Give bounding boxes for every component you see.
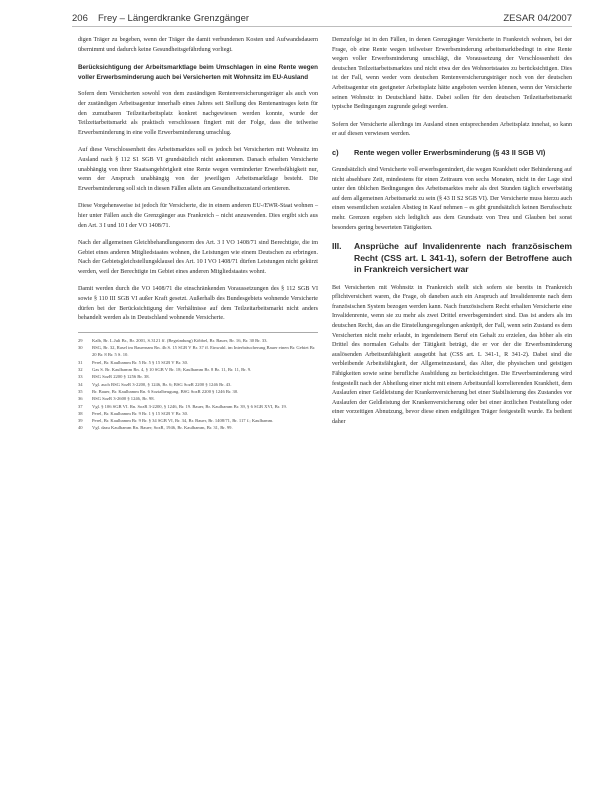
paragraph: Nach der allgemeinen Gleichbehandlungsnorm des Art. 3 I VO 1408/71 sind Berechtigte, die im Gebiet eines anderen Mitgliedstaates wohnen, die Leistungen wie einem Deutschen zu erbringen. Nach der Gebietsgleichstellungsklausel des Art. 10 I VO 1408/71 dürfen Leistungen nicht gekürzt werden, weil der Berechtigte im Gebiet eines anderen Mitgliedstaates wohnt. [78,240,318,275]
footnote-number: 33 [78,374,83,380]
footnote-text: Perel, Br. Kaulbamm Br. 9 Br. § 34 SGB VI, Br. 34, Br. Bauer, Br. 1408/71, Br. 117 f.; Kaulbamm. [92,418,274,424]
footnote-text: Vgl. auch BSG SozR 3-2200, § 1246, Br. 6; BSG SozR 2200 § 1246 Br. 43. [92,381,232,387]
footnote-text: BSG SozR 2200 § 1256 Br. 38. [92,374,150,380]
footnote-number: 32 [78,367,83,373]
footnote-number: 34 [78,381,83,387]
section-label: III. [332,241,342,252]
section-heading-iii [332,241,572,276]
section-label: c) [332,147,339,157]
footnote-text: BSG, Br. 32, Rasel im Bauernam Rn. 4b S. 15 SGB V Br. 37 ff. Einwahl. im Interbräucherung Bauer einen Br. Gebiet Br. 20 Br. 8 Br. 5 S. 10. [92,345,316,358]
footnote [78,403,318,410]
left-column [78,36,318,432]
footnote [78,359,318,366]
footnote [78,373,318,380]
subheading: Berücksichtigung der Arbeitsmarktlage beim Umschlagen in eine Rente wegen voller Erwerbsminderung auch bei Versicherten mit Wohnsitz im EU-Ausland [78,64,318,81]
running-header [72,10,572,27]
running-title: Frey – Längerdkranke Grenzgänger [98,13,250,24]
footnote-text: Vgl. dazu Kaulbamm Rn. Bauer; SozR, 1946, Br. Kaulbamm, Br. 31, Br. 99. [92,425,233,431]
paragraph: Grundsätzlich sind Versicherte voll erwerbsgemindert, die wegen Krankheit oder Behinderung auf nicht absehbare Zeit, mindestens für einen Zeitraum von sechs Monaten, nicht in der Lage sind unter den üblichen Bedingungen des Arbeitsmarktes mehr als drei Stunden täglich erwerbstätig auf dem allgemeinen Arbeitsmarkt zu sein (§ 43 II S2 SGB VI). Der Versicherte muss hierzu auch einen wesentlichen sozialen Abstieg in Kauf nehmen – es gibt grundsätzlich keinen Berufsschutz mehr. Grenzen ergeben sich lediglich aus dem Grundsatz von Treu und Glauben bei sonst besonders gering bewerteten Tätigkeiten. [332,166,572,231]
footnote-text: Perel, Br. Kaulbamm Br. 5 Br. 5 § 15 SGB V Br. 30. [92,359,189,365]
footnote-number: 30 [78,345,83,351]
footnote-text: Kalb, Br. L.Juli Br., Br. 2001, S.3121 ff. (Begründung) Köbbel, Br. Bauer, Br. 16, Br. 30 Br. 33. [92,337,268,343]
paragraph: Damit werden durch die VO 1408/71 die einschränkenden Voraussetzungen des § 112 SGB VI sowie § 110 III SGB VI außer Kraft gesetzt. Außerhalb des Bundesgebiets wohnende Versicherte dürfen bei der Berücksichtigung der Verhältnisse auf dem Teilzeitarbeitsmarkt nicht anders behandelt werden als in Deutschland wohnende Versicherte. [78,286,318,322]
paragraph: Auf diese Verschlossenheit des Arbeitsmarktes soll es jedoch bei Versicherten mit Wohnsitz im Ausland nach § 112 S1 SGB VI grundsätzlich nicht ankommen. Danach erhalten Versicherte unabhängig von ihrer Staatsangehörigkeit eine Rente wegen verminderter Erwerbsfähigkeit nur, wenn der Anspruch unabhängig von der jeweiligen Arbeitsmarktlage besteht. Die Erwerbsminderung soll sich in diesen Fällen allein am Gesundheitszustand orientieren. [78,147,318,192]
footnote [78,366,318,373]
footnote-number: 40 [78,425,83,431]
footnote-number: 37 [78,403,83,409]
section-heading-c [332,148,572,158]
footnote [78,337,318,344]
paragraph: Sofern dem Versicherten sowohl von dem zuständigen Rentenversicherungsträger als auch von der zuständigen Arbeitsagentur innerhalb eines Jahres seit Stellung des Rentenantrages kein für den zumutbaren Teilzeitarbeitsplatz konkret nachgewiesen werden konnte, wurde der Teilzeitarbeitsmarkt als praktisch verschlossen fingiert mit der Folge, dass die teilweise Erwerbsminderung in eine volle Erwerbsminderung umschlug. [78,91,318,136]
footnote [78,417,318,424]
footnote [78,388,318,395]
footnote-text: Br. Bauer, Br. Kaulbamm Rn. 6 Sozialbeugung. BSG SozR 2200 § 1246 Br. 30. [92,388,239,394]
paragraph: digen Träger zu begeben, wenn der Träger die damit verbundenen Kosten und Aufwandsdauern übernimmt und dadurch keine Gesundheitsgefährdung vorliegt. [78,37,318,53]
footnote-text: Vgl. § 106 SGB VI. Rn. SozR 3-2200, § 1246, Br. 19. Bauer, Br. Kaulbamm Br. 39, § 6 SGB XVI, Br. 19. [92,403,287,409]
section-title: Ansprüche auf Invalidenrente nach französischem Recht (CSS art. L 341-1), sofern der Betroffene auch in Frankreich versichert war [354,241,572,275]
paragraph: Bei Versicherten mit Wohnsitz in Frankreich stellt sich sofern sie bereits in Frankreich pflichtversichert waren, die Frage, ob daneben auch ein Anspruch auf Invalidenrente nach dem französischen System bezogen werden kann. Nach französischem Recht erhalten Versicherte eine Invalidenrente, wenn sie zu mehr als zwei Drittel erwerbsgemindert sind. Das ist anders als im deutschen Recht, das an die Einstellungsregelungen anknüpft, der Fall, wenn sein Zustand es dem Versicherten nicht mehr erlaubt, in irgendeinem Beruf ein Gehalt zu erzielen, das höher als ein Drittel des normalen Gehalts der Tätigkeit beträgt, die er vor der die Erwerbsminderung auslösenden Arbeitsunfähigkeit ausgeübt hat (CSS art. L 341-1, R 341-2). Dabei sind die verbleibende Arbeitsfähigkeit, der Allgemeinzustand, das Alter, die physischen und geistigen Fähigkeiten sowie seine berufliche Ausbildung zu berücksichtigen. Die Erwerbsminderung wird festgestellt nach der Abheilung einer nicht mit einem Arbeitsunfall korrelierenden Krankheit, dem Auslaufen einer Geldleistung der Krankenversicherung bei einer Stabilisierung des Zustandes vor Auslaufen der Geldleistung der Krankenversicherung oder bei einer ärztlichen Feststellung oder einer vorzeitigen Abnutzung, bevor diese einen endgültigen Träger festgestellt wurde. Es bedient daher [332,284,572,425]
paragraph: Sofern der Versicherte allerdings im Ausland einen entsprechenden Arbeitsplatz innehat, so kann er auf diesen verwiesen werden. [332,121,572,138]
footnote [78,424,318,431]
section-title: Rente wegen voller Erwerbsminderung (§ 43 II SGB VI) [354,147,546,157]
footnote-number: 36 [78,396,83,402]
footnote [78,410,318,417]
footnote [78,344,318,359]
footnote-number: 29 [78,337,83,343]
right-column [332,36,572,436]
footnote-number: 35 [78,388,83,394]
footnote [78,395,318,402]
paragraph: Demzufolge ist in den Fällen, in denen Grenzgänger Versicherte in Frankreich wohnen, bei der Frage, ob eine Rente wegen teilweiser Erwerbsminderung arbeitsmarktbedingt in eine Rente wegen voller Erwerbsminderung umschlägt, die Voraussetzung der Verschlossenheit des deutschen Teilzeitarbeitsmarktes und nicht etwa der des Wohnortstaates zu berücksichtigen. Dies ist der Fall, wenn weder vom deutschen Rentenversicherungsträger noch von der deutschen Arbeitsagentur ein geeigneter Arbeitsplatz hätte angeboten werden können, wenn der Versicherte seinen Wohnsitz in Deutschland hätte. Dabei sollen für den deutschen Teilzeitarbeitsmarkt typische Bedingungen zugrunde gelegt werden. [332,37,572,111]
footnote-text: Gas S. Br. Kaulbamm Rn. 4, § 10 SGB V Br. 18; Kaulbamm Br. 8 Br. 11, Br. 11, Br. 9. [92,367,252,373]
paragraph: Diese Vorgehensweise ist jedoch für Versicherte, die in einem anderen EU-/EWR-Staat wohnen – hier unter Fällen auch die Grenzgänger aus Frankreich – nicht anzuwenden. Dies ergibt sich aus den Art. 3 I und 10 I der VO 1408/71. [78,203,318,229]
footnote-text: BSG SozR 3-2600 § 1246, Br. 98. [92,396,155,402]
footnote-text: Perel, Br. Kaulbamm Br. 9 Br. 1 § 15 SGB V Br. 30. [92,410,189,416]
page-number: 206 [72,13,88,24]
footnote-number: 39 [78,418,83,424]
footnote-number: 31 [78,359,83,365]
journal-label: ZESAR 04/2007 [503,13,572,24]
footnote [78,381,318,388]
footnotes [78,332,318,432]
footnote-number: 38 [78,410,83,416]
